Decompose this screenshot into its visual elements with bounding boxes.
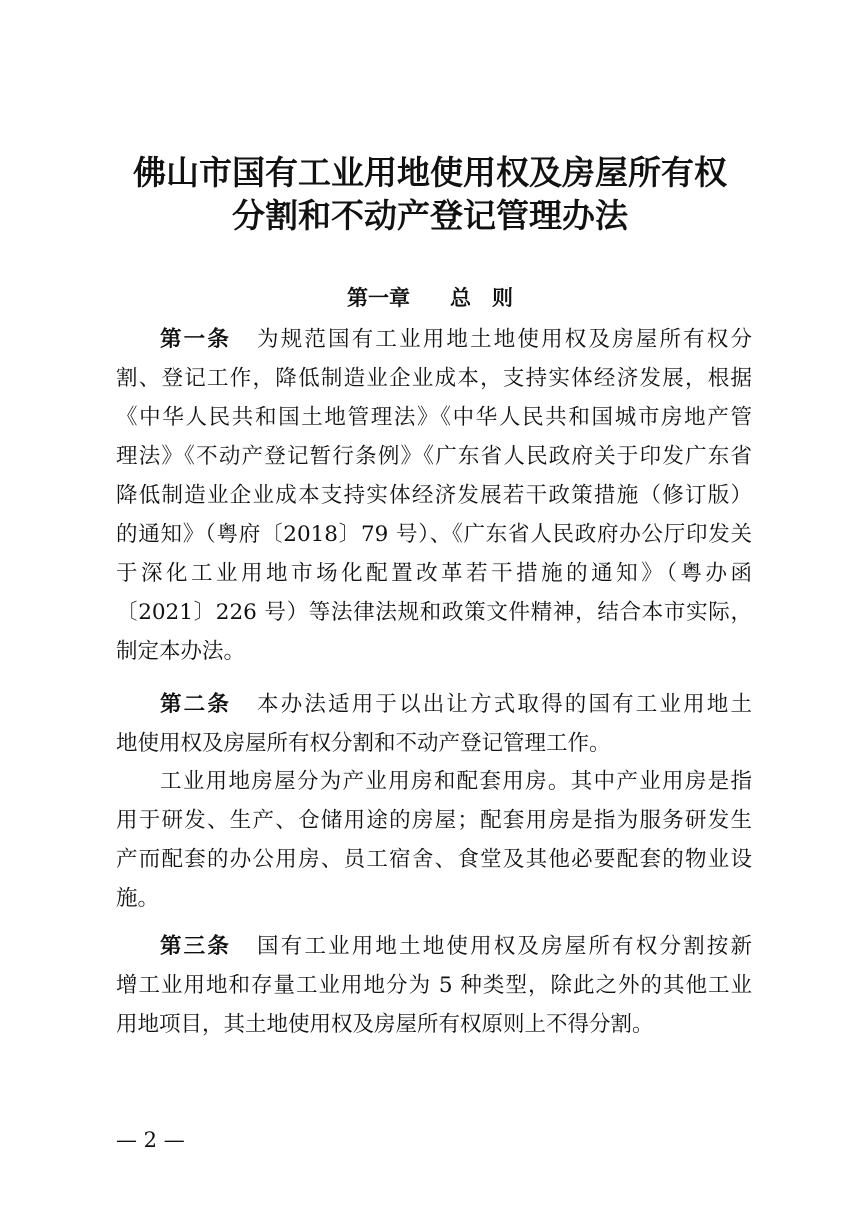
article-3-line (160, 929, 752, 965)
article-1-label: 第一条 (160, 327, 232, 352)
article-1-text: 为规范国有工业用地土地使用权及房屋所有权分 (257, 327, 752, 352)
paragraph-line: 工业用地房屋分为产业用房和配套用房。其中产业用房是指 (160, 769, 752, 794)
paragraph-line: 产而配套的办公用房、员工宿舍、食堂及其他必要配套的物业设 (116, 847, 752, 872)
page-number: — 2 — (116, 1128, 185, 1152)
article-3-text: 国有工业用地土地使用权及房屋所有权分割按新 (257, 934, 752, 959)
article-2-label: 第二条 (160, 692, 232, 717)
chapter-label: 第一章 (347, 286, 410, 310)
article-1-line: 《中华人民共和国土地管理法》《中华人民共和国城市房地产管 (116, 405, 752, 430)
article-1-line: 割、登记工作，降低制造业企业成本，支持实体经济发展，根据 (116, 366, 752, 391)
article-1-line: 〔2021〕226 号）等法律法规和政策文件精神，结合本市实际， (116, 600, 752, 625)
article-2-line (160, 687, 752, 723)
article-1-line: 制定本办法。 (116, 639, 246, 664)
article-2-text: 本办法适用于以出让方式取得的国有工业用地土 (257, 692, 752, 717)
article-1-line: 于深化工业用地市场化配置改革若干措施的通知》（粤办函 (116, 561, 752, 586)
article-3-label: 第三条 (160, 934, 232, 959)
article-3-line: 用地项目，其土地使用权及房屋所有权原则上不得分割。 (116, 1012, 654, 1037)
article-1-line (160, 322, 752, 358)
article-1-line: 的通知》（粤府〔2018〕79 号）、《广东省人民政府办公厅印发关 (116, 522, 752, 547)
document-title-line-2: 分割和不动产登记管理办法 (232, 196, 628, 235)
paragraph-line: 施。 (116, 886, 160, 911)
article-1-line: 理法》《不动产登记暂行条例》《广东省人民政府关于印发广东省 (116, 444, 752, 469)
document-title-line-1: 佛山市国有工业用地使用权及房屋所有权 (133, 153, 727, 192)
chapter-heading (0, 283, 860, 313)
article-3-line: 增工业用地和存量工业用地分为 5 种类型，除此之外的其他工业 (116, 973, 752, 998)
article-2-line: 地使用权及房屋所有权分割和不动产登记管理工作。 (116, 731, 611, 756)
paragraph-line: 用于研发、生产、仓储用途的房屋；配套用房是指为服务研发生 (116, 808, 752, 833)
article-1-line: 降低制造业企业成本支持实体经济发展若干政策措施（修订版） (116, 483, 752, 508)
chapter-name: 总 则 (450, 286, 513, 310)
